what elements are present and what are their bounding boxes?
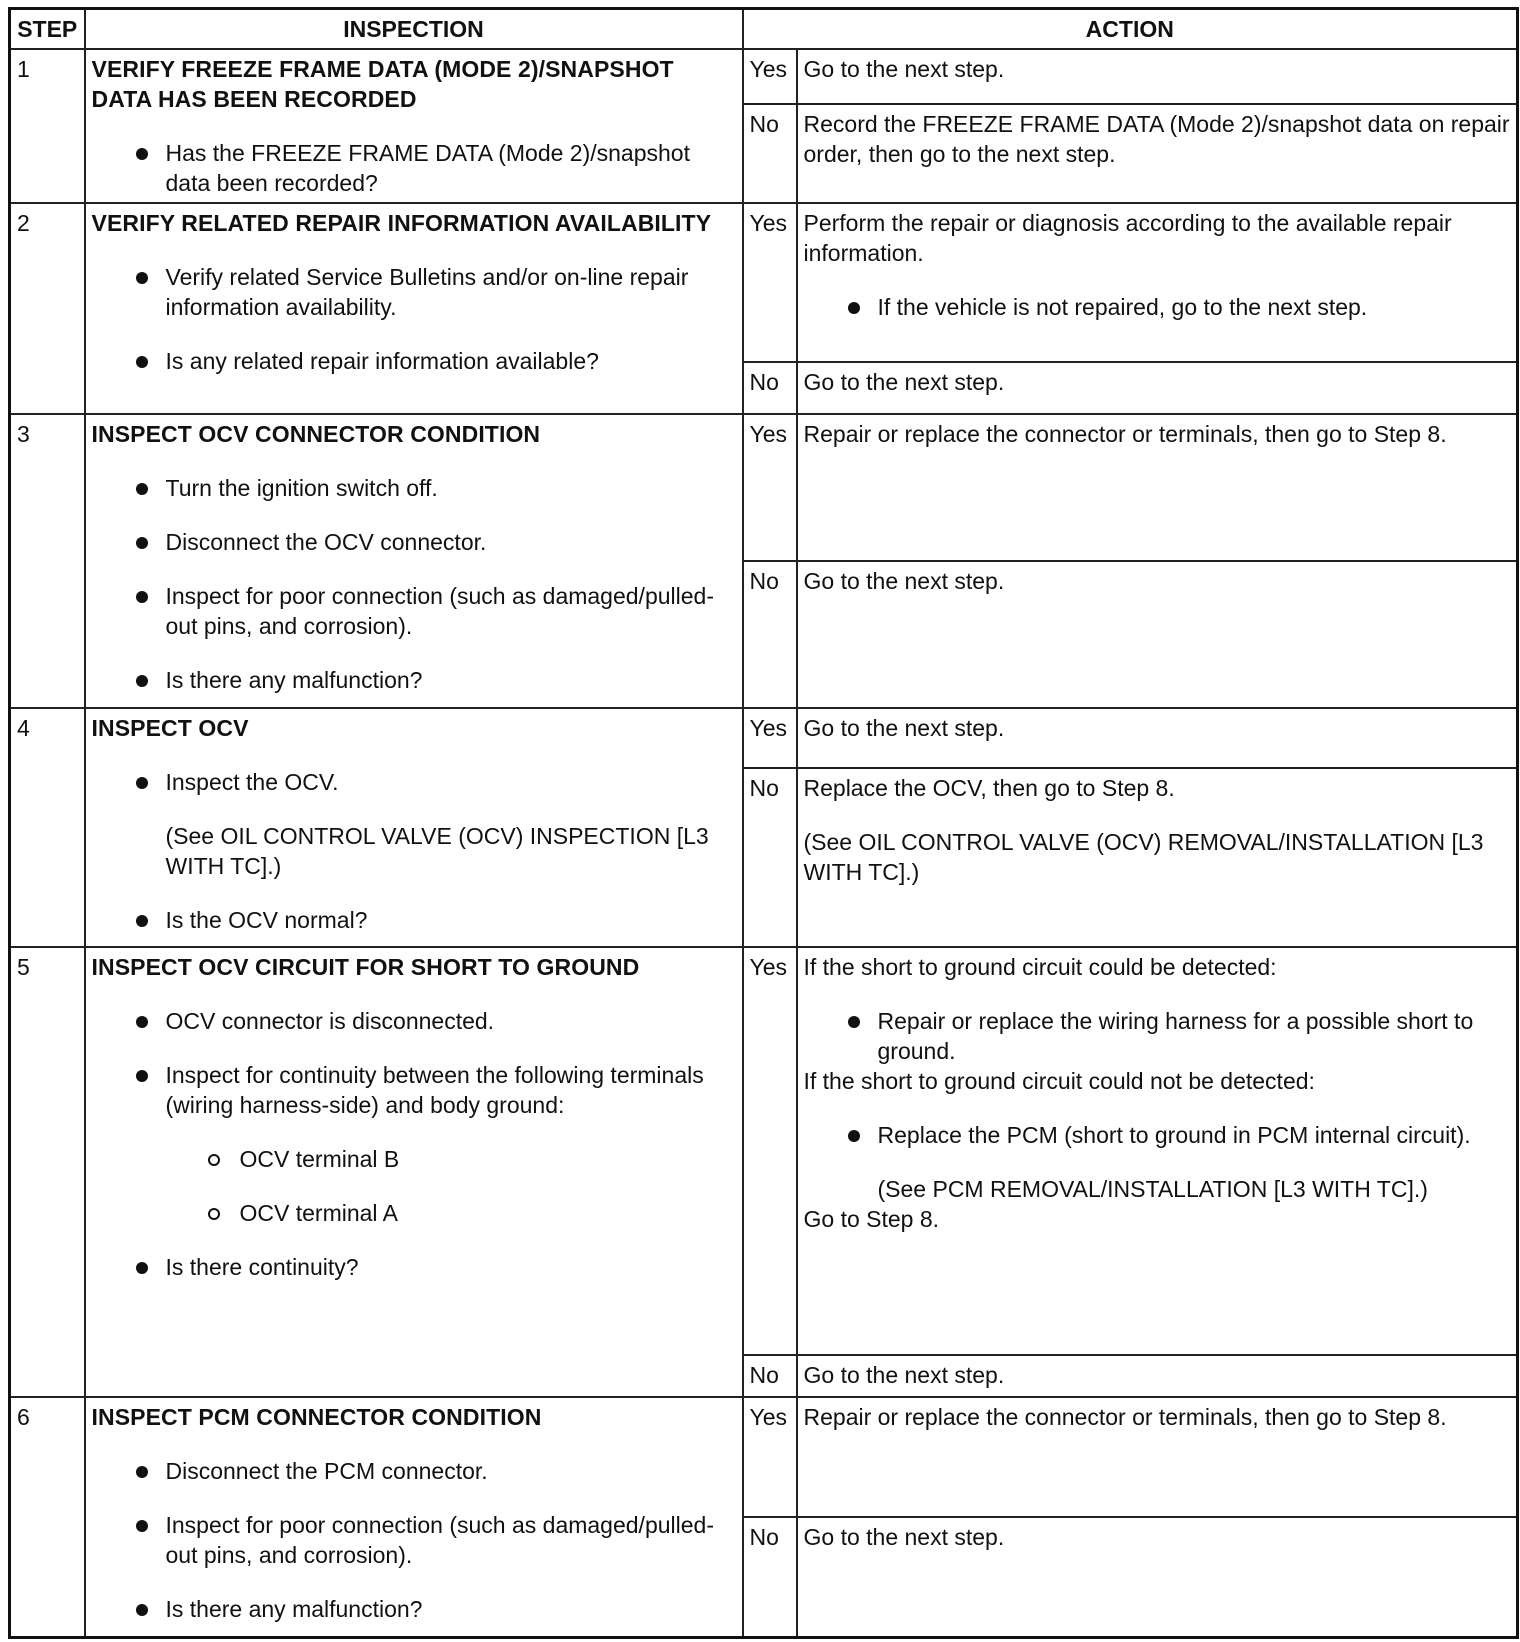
step-number: 6 (10, 1397, 85, 1637)
header-action: ACTION (743, 9, 1518, 49)
yes-label: Yes (743, 203, 797, 362)
see-reference: (See PCM REMOVAL/INSTALLATION [L3 WITH TC].) (877, 1175, 1428, 1202)
step-inspection (85, 947, 743, 1398)
step-inspection (85, 203, 743, 414)
bullet-text: Inspect for continuity between the following terminals (wiring harness-side) and body ground: (165, 1061, 704, 1118)
yes-action: Repair or replace the connector or terminals, then go to Step 8. (797, 1397, 1518, 1517)
diagnostic-table (8, 7, 1519, 1639)
no-action: Record the FREEZE FRAME DATA (Mode 2)/snapshot data on repair order, then go to the next step. (797, 104, 1518, 203)
no-action: Go to the next step. (797, 561, 1518, 708)
bullet-item: Is there any malfunction? (92, 665, 736, 695)
no-label: No (743, 1517, 797, 1637)
bullet-item: OCV connector is disconnected. (92, 1006, 736, 1036)
no-label: No (743, 768, 797, 946)
yes-action-text: If the short to ground circuit could not be detected: (803, 1067, 1315, 1094)
no-action-text: Replace the OCV, then go to Step 8. (803, 775, 1175, 802)
yes-label: Yes (743, 708, 797, 768)
bullet-item: Is there continuity? (92, 1252, 736, 1282)
sub-bullet-item: OCV terminal A (166, 1198, 736, 1228)
step-title: VERIFY RELATED REPAIR INFORMATION AVAILABILITY (91, 209, 712, 236)
step-inspection (85, 708, 743, 946)
yes-action: Repair or replace the connector or terminals, then go to Step 8. (797, 414, 1518, 561)
step-title: VERIFY FREEZE FRAME DATA (MODE 2)/SNAPSHOT DATA HAS BEEN RECORDED (91, 55, 674, 112)
no-action: Go to the next step. (797, 1355, 1518, 1397)
no-action: Go to the next step. (797, 1517, 1518, 1637)
bullet-item (804, 1120, 1511, 1204)
header-step: STEP (10, 9, 85, 49)
no-label: No (743, 104, 797, 203)
step-number: 1 (10, 49, 85, 203)
yes-label: Yes (743, 49, 797, 104)
no-label: No (743, 362, 797, 414)
no-action: Go to the next step. (797, 362, 1518, 414)
step-title: INSPECT OCV CIRCUIT FOR SHORT TO GROUND (91, 953, 640, 980)
step-title: INSPECT OCV (91, 715, 249, 742)
bullet-item: Has the FREEZE FRAME DATA (Mode 2)/snapshot data been recorded? (92, 138, 736, 198)
yes-label: Yes (743, 1397, 797, 1517)
step-inspection (85, 1397, 743, 1637)
bullet-item: Is any related repair information available? (92, 346, 736, 376)
sub-bullet-item: OCV terminal B (166, 1144, 736, 1174)
step-1-yes-row (10, 49, 1518, 104)
bullet-item: Turn the ignition switch off. (92, 473, 736, 503)
step-4-yes-row (10, 708, 1518, 768)
see-reference: (See OIL CONTROL VALVE (OCV) REMOVAL/INSTALLATION [L3 WITH TC].) (803, 829, 1484, 886)
step-6-yes-row (10, 1397, 1518, 1517)
step-number: 3 (10, 414, 85, 708)
step-5-yes-row (10, 947, 1518, 1356)
step-2-yes-row (10, 203, 1518, 362)
step-inspection (85, 414, 743, 708)
header-inspection: INSPECTION (85, 9, 743, 49)
no-label: No (743, 1355, 797, 1397)
step-title: INSPECT PCM CONNECTOR CONDITION (91, 1404, 542, 1431)
step-3-yes-row (10, 414, 1518, 561)
see-reference: (See OIL CONTROL VALVE (OCV) INSPECTION [L3 WITH TC].) (165, 823, 709, 880)
bullet-item: Disconnect the PCM connector. (92, 1456, 736, 1486)
yes-action-text: If the short to ground circuit could be detected: (803, 953, 1277, 980)
bullet-item: Is there any malfunction? (92, 1594, 736, 1624)
yes-action-text: Go to Step 8. (803, 1205, 940, 1232)
yes-action-text: Perform the repair or diagnosis according to the available repair information. (803, 209, 1452, 266)
bullet-item: If the vehicle is not repaired, go to the next step. (804, 292, 1511, 322)
yes-action: Go to the next step. (797, 49, 1518, 104)
yes-action: Go to the next step. (797, 708, 1518, 768)
bullet-item: Is the OCV normal? (92, 905, 736, 935)
bullet-item: Verify related Service Bulletins and/or on-line repair information availability. (92, 262, 736, 322)
bullet-item: Inspect for poor connection (such as damaged/pulled-out pins, and corrosion). (92, 1510, 736, 1570)
bullet-item: Repair or replace the wiring harness for a possible short to ground. (804, 1006, 1511, 1066)
yes-label: Yes (743, 947, 797, 1356)
yes-label: Yes (743, 414, 797, 561)
no-label: No (743, 561, 797, 708)
bullet-item: Inspect for poor connection (such as damaged/pulled-out pins, and corrosion). (92, 581, 736, 641)
step-number: 4 (10, 708, 85, 946)
bullet-text: Inspect the OCV. (165, 769, 339, 796)
bullet-item (92, 767, 736, 881)
step-title: INSPECT OCV CONNECTOR CONDITION (91, 420, 541, 447)
bullet-item (92, 1060, 736, 1228)
yes-action (797, 947, 1518, 1356)
step-number: 2 (10, 203, 85, 414)
header-row (10, 9, 1518, 49)
step-number: 5 (10, 947, 85, 1398)
step-inspection (85, 49, 743, 203)
bullet-text: Replace the PCM (short to ground in PCM internal circuit). (877, 1121, 1471, 1148)
bullet-item: Disconnect the OCV connector. (92, 527, 736, 557)
yes-action (797, 203, 1518, 362)
no-action (797, 768, 1518, 946)
